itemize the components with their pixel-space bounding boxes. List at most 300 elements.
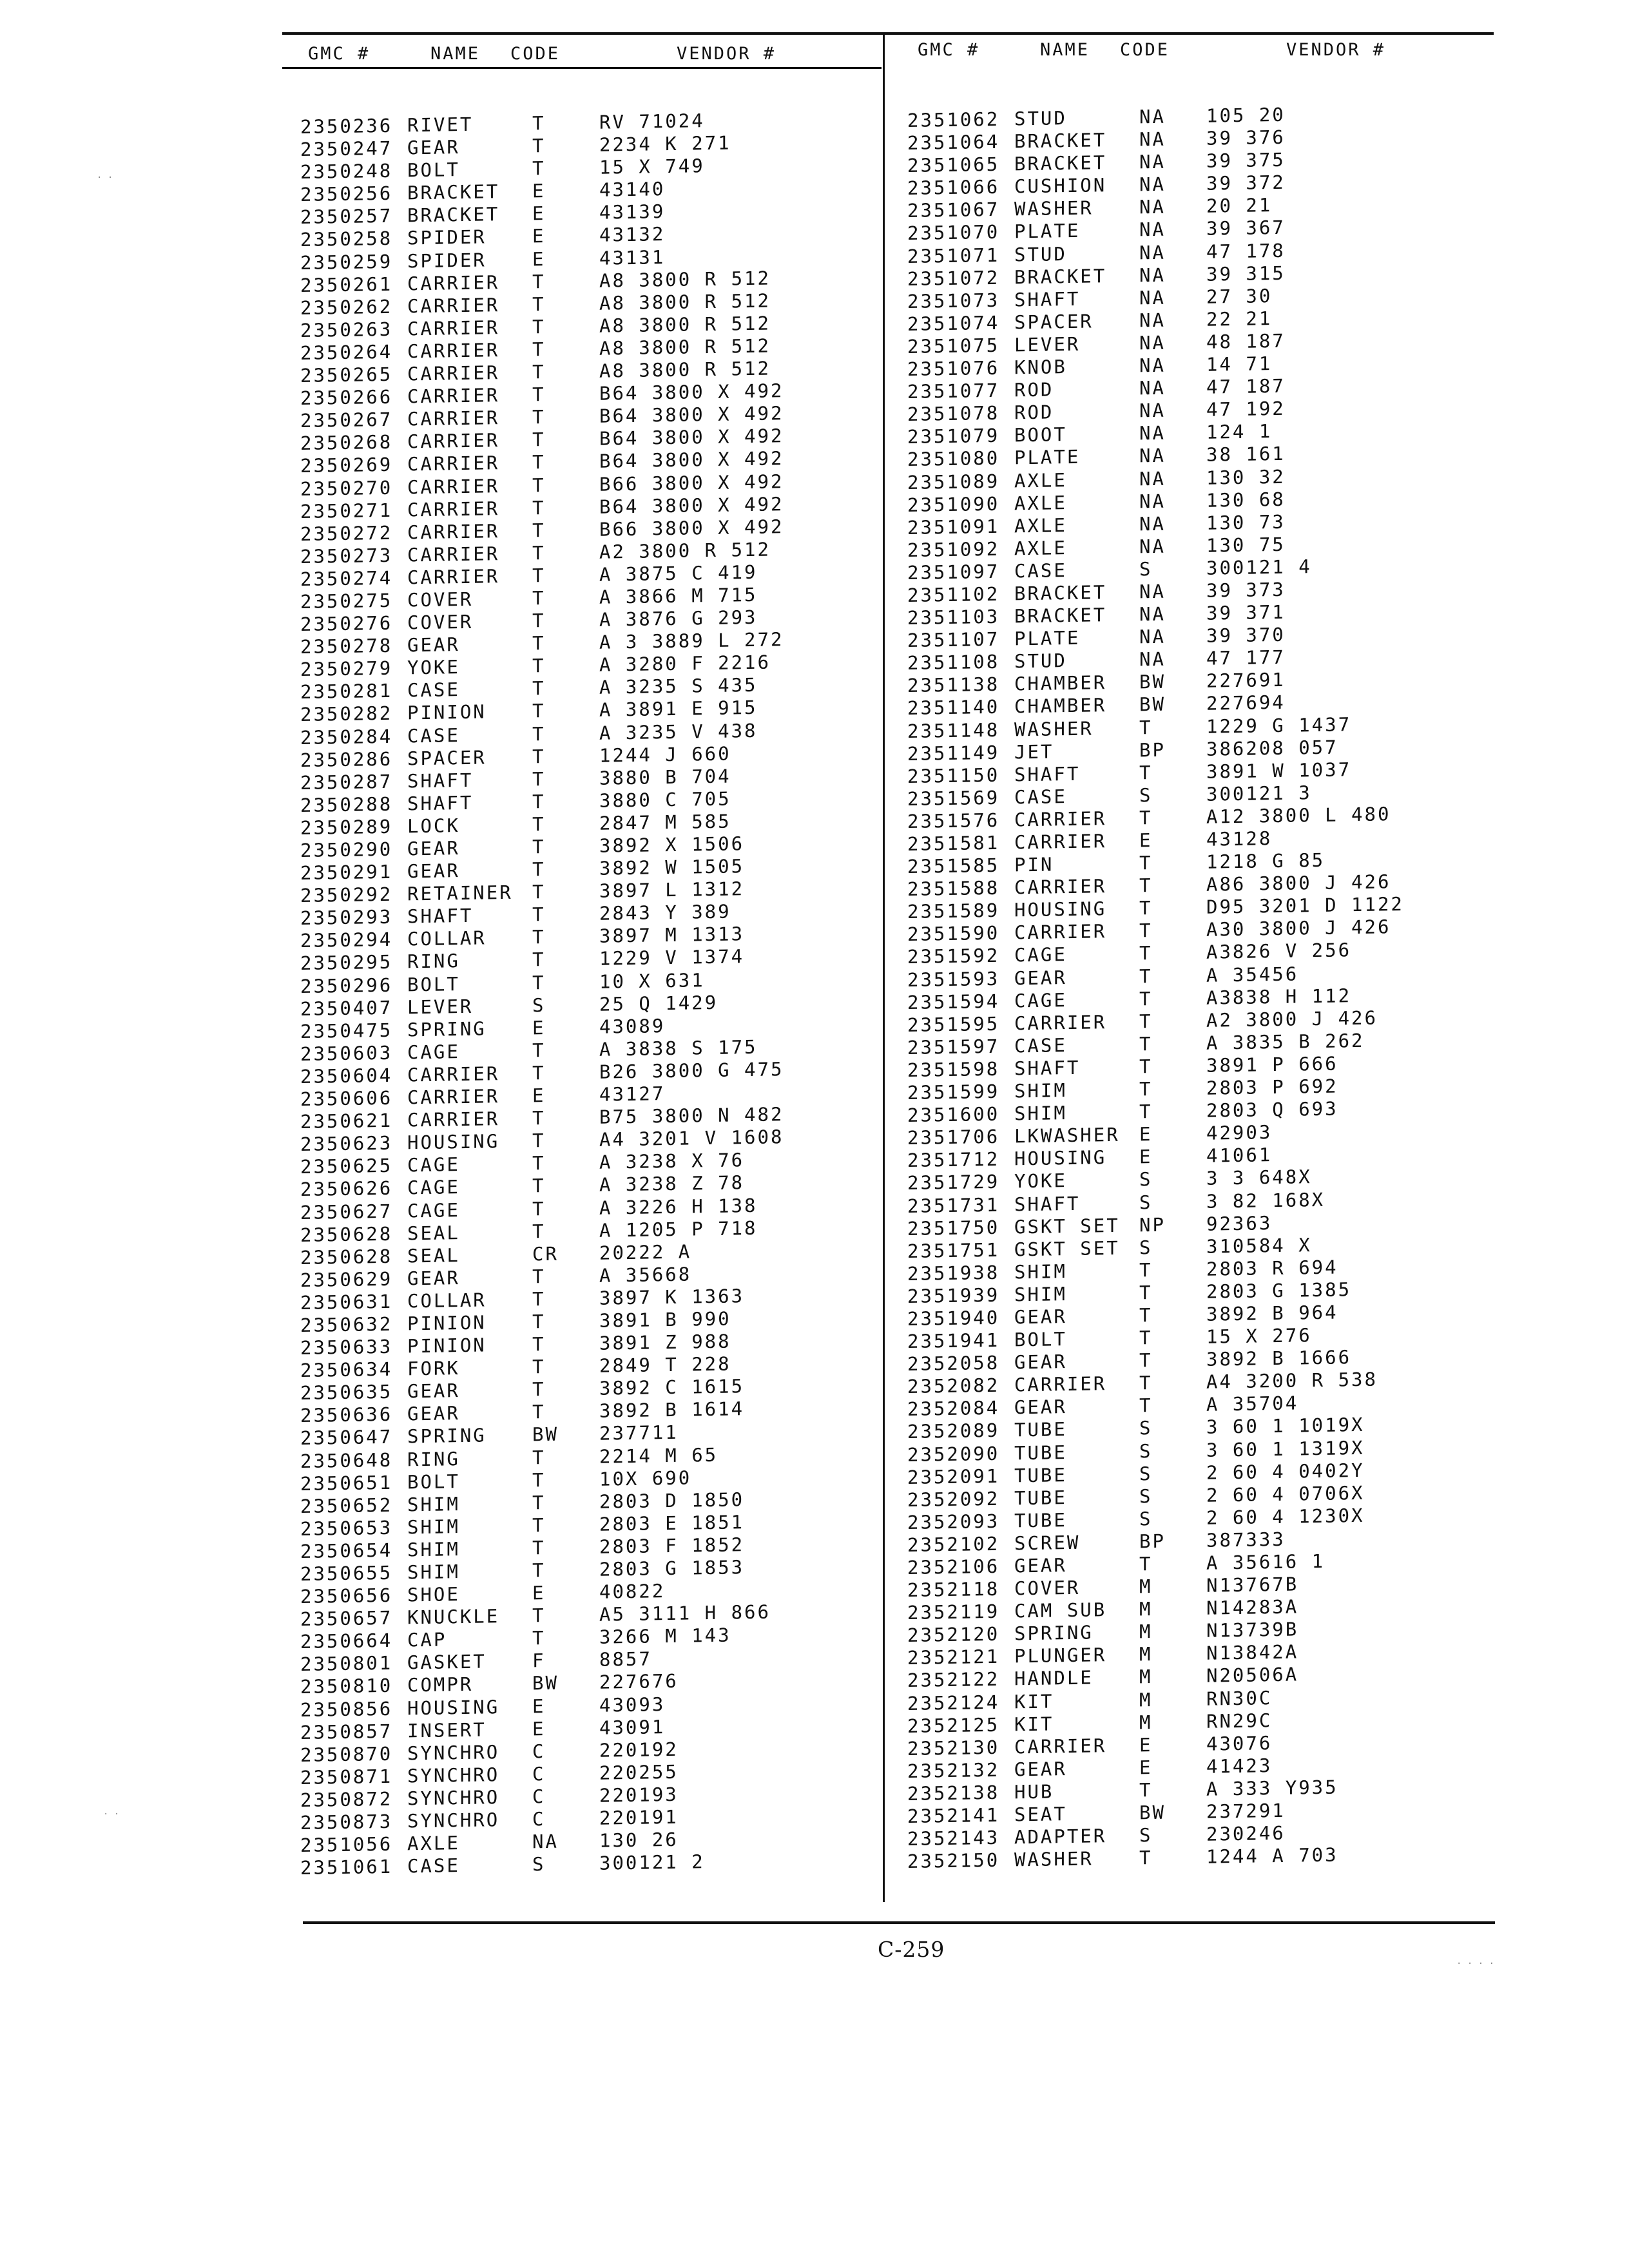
vendor-code: T	[532, 474, 546, 496]
vendor-code: T	[1139, 852, 1153, 874]
part-name: GEAR	[407, 1266, 460, 1290]
vendor-number: 3266 M 143	[599, 1624, 731, 1648]
vendor-number: 3897 L 1312	[599, 878, 745, 902]
gmc-number: 2351056	[300, 1832, 393, 1857]
vendor-code: NA	[1139, 128, 1166, 151]
vendor-code: T	[532, 971, 546, 994]
vendor-number: 1244 A 703	[1206, 1843, 1338, 1868]
vendor-number: 2849 T 228	[599, 1352, 731, 1377]
vendor-number: A 333 Y935	[1206, 1776, 1338, 1800]
gmc-number: 2350288	[300, 793, 393, 816]
gmc-number: 2351073	[907, 289, 1000, 312]
vendor-code: S	[1139, 1191, 1153, 1213]
part-name: SPRING	[407, 1017, 487, 1041]
vendor-number: 8857	[599, 1648, 652, 1671]
vendor-code: T	[532, 1401, 546, 1423]
gmc-number: 2351939	[907, 1283, 1000, 1307]
part-name: CARRIER	[407, 429, 500, 453]
header-underline	[282, 67, 882, 69]
vendor-number: N13767B	[1206, 1573, 1299, 1597]
vendor-number: 220255	[599, 1760, 679, 1784]
vendor-number: 130 73	[1206, 510, 1286, 534]
vendor-number: 20 21	[1206, 194, 1273, 218]
gmc-number: 2351064	[907, 130, 1000, 155]
vendor-number: 3 60 1 1319X	[1206, 1436, 1365, 1461]
vendor-code: T	[532, 1514, 546, 1537]
gmc-number: 2352093	[907, 1510, 1000, 1533]
gmc-number: 2350263	[300, 318, 393, 341]
vendor-number: 22 21	[1206, 307, 1273, 331]
part-name: SHAFT	[407, 769, 474, 793]
gmc-number: 2350289	[300, 815, 393, 839]
gmc-number: 2351138	[907, 673, 1000, 697]
vendor-number: A8 3800 R 512	[599, 267, 771, 292]
part-name: GEAR	[407, 633, 460, 657]
part-name: RING	[407, 950, 460, 973]
vendor-code: T	[532, 677, 546, 700]
vendor-code: T	[1139, 1394, 1153, 1417]
scan-speck: · ·	[103, 1809, 120, 1820]
top-rule	[282, 32, 1494, 35]
vendor-number: A30 3800 J 426	[1206, 916, 1391, 941]
vendor-number: 40822	[599, 1580, 666, 1603]
vendor-code: T	[532, 812, 546, 836]
part-name: AXLE	[1014, 536, 1067, 560]
vendor-code: E	[532, 247, 546, 270]
gmc-number: 2351148	[907, 718, 1000, 742]
gmc-number: 2351103	[907, 605, 1000, 629]
gmc-number: 2351062	[907, 108, 1000, 131]
part-name: CASE	[407, 678, 460, 702]
vendor-number: 41061	[1206, 1144, 1273, 1168]
vendor-number: 105 20	[1206, 103, 1286, 127]
gmc-number: 2350270	[300, 476, 393, 500]
vendor-code: NA	[1139, 150, 1166, 173]
vendor-code: E	[532, 1695, 546, 1717]
gmc-number: 2351712	[907, 1148, 1000, 1172]
gmc-number: 2351592	[907, 945, 1000, 968]
vendor-number: A12 3800 L 480	[1206, 803, 1391, 828]
vendor-code: T	[1139, 1303, 1153, 1327]
vendor-number: 3892 C 1615	[599, 1375, 745, 1399]
vendor-code: M	[1139, 1598, 1153, 1620]
vendor-code: T	[532, 1175, 546, 1197]
vendor-number: 39 376	[1206, 126, 1286, 149]
vendor-number: 43089	[599, 1014, 666, 1038]
gmc-number: 2351070	[907, 221, 1000, 245]
part-name: CARRIER	[1014, 875, 1107, 899]
part-name: KNUCKLE	[407, 1605, 500, 1629]
vendor-code: T	[532, 564, 546, 587]
vendor-number: 3897 K 1363	[599, 1285, 745, 1309]
vendor-code: NA	[1139, 218, 1166, 241]
vendor-number: 47 192	[1206, 398, 1286, 421]
part-name: HOUSING	[407, 1130, 500, 1154]
gmc-number: 2350258	[300, 227, 393, 251]
vendor-code: NA	[1139, 105, 1166, 128]
vendor-number: 92363	[1206, 1211, 1273, 1235]
part-name: GSKT SET	[1014, 1236, 1120, 1261]
vendor-number: A5 3111 H 866	[599, 1600, 771, 1626]
part-name: CASE	[1014, 1033, 1067, 1057]
part-name: SHIM	[407, 1538, 460, 1561]
part-name: CARRIER	[1014, 1734, 1107, 1758]
gmc-number: 2350635	[300, 1381, 393, 1405]
vendor-code: T	[1139, 1372, 1153, 1394]
vendor-code: T	[532, 722, 546, 745]
gmc-number: 2350664	[300, 1629, 393, 1653]
gmc-number: 2350628	[300, 1222, 393, 1246]
gmc-number: 2350293	[300, 906, 393, 930]
gmc-number: 2350628	[300, 1245, 393, 1269]
vendor-number: 42903	[1206, 1121, 1273, 1144]
gmc-number: 2350654	[300, 1539, 393, 1562]
vendor-number: 47 178	[1206, 239, 1286, 263]
vendor-number: A3838 H 112	[1206, 984, 1352, 1009]
part-name: AXLE	[1014, 468, 1067, 492]
vendor-number: 47 177	[1206, 646, 1286, 669]
part-name: HOUSING	[1014, 1146, 1107, 1170]
vendor-number: 39 371	[1206, 601, 1286, 624]
gmc-number: 2351072	[907, 266, 1000, 290]
gmc-number: 2352058	[907, 1351, 1000, 1376]
part-name: GEAR	[1014, 1396, 1067, 1419]
vendor-number: 43093	[599, 1693, 666, 1716]
vendor-code: T	[532, 1197, 546, 1220]
part-name: CHAMBER	[1014, 694, 1107, 718]
vendor-number: 3891 B 990	[599, 1307, 731, 1332]
gmc-number: 2350629	[300, 1267, 393, 1291]
gmc-number: 2351750	[907, 1216, 1000, 1240]
vendor-code: BP	[1139, 1530, 1166, 1553]
vendor-number: 3892 W 1505	[599, 855, 745, 879]
vendor-code: T	[1139, 1100, 1153, 1123]
gmc-number: 2352122	[907, 1668, 1000, 1692]
scan-speck: · ·	[97, 173, 113, 183]
gmc-number: 2351090	[907, 492, 1000, 516]
vendor-number: N20506A	[1206, 1663, 1299, 1687]
part-name: WASHER	[1014, 197, 1094, 220]
part-name: SHIM	[407, 1515, 460, 1539]
vendor-code: T	[532, 293, 546, 316]
vendor-number: A 3238 X 76	[599, 1149, 745, 1174]
vendor-code: T	[532, 1220, 546, 1242]
vendor-code: M	[1139, 1575, 1153, 1598]
page-number: C-259	[878, 1937, 945, 1962]
part-name: GEAR	[1014, 1350, 1067, 1374]
gmc-number: 2350857	[300, 1720, 393, 1744]
gmc-number: 2350801	[300, 1652, 393, 1676]
part-name: GEAR	[1014, 1554, 1067, 1577]
gmc-number: 2350278	[300, 634, 393, 658]
gmc-number: 2351595	[907, 1012, 1000, 1036]
vendor-number: 2803 E 1851	[599, 1510, 745, 1535]
part-name: CARRIER	[407, 271, 500, 295]
part-name: GEAR	[1014, 966, 1067, 989]
part-name: CASE	[1014, 785, 1067, 809]
part-name: GEAR	[407, 860, 460, 883]
gmc-number: 2350269	[300, 454, 393, 477]
part-name: SYNCHRO	[407, 1786, 500, 1810]
bottom-rule	[303, 1921, 1495, 1924]
gmc-number: 2350296	[300, 974, 393, 997]
part-name: BRACKET	[407, 203, 500, 227]
vendor-number: 10X 690	[599, 1466, 692, 1490]
vendor-code: T	[532, 1039, 546, 1062]
gmc-number: 2350870	[300, 1742, 393, 1766]
vendor-number: 300121 3	[1206, 781, 1312, 805]
part-name: RETAINER	[407, 881, 513, 905]
part-name: HOUSING	[407, 1695, 500, 1719]
vendor-number: A 3226 H 138	[599, 1194, 758, 1219]
gmc-number: 2350627	[300, 1200, 393, 1224]
vendor-number: 43091	[599, 1715, 666, 1739]
part-name: CAGE	[407, 1176, 460, 1199]
vendor-number: A 3235 V 438	[599, 719, 758, 744]
part-name: ROD	[1014, 401, 1054, 424]
part-name: SHAFT	[1014, 287, 1081, 311]
part-name: SEAL	[407, 1221, 460, 1244]
gmc-number: 2351599	[907, 1080, 1000, 1104]
part-name: SHAFT	[1014, 1192, 1081, 1215]
vendor-code: NA	[532, 1830, 559, 1853]
gmc-number: 2352121	[907, 1646, 1000, 1669]
vendor-number: 130 26	[599, 1828, 679, 1852]
vendor-number: 2 60 4 1230X	[1206, 1504, 1365, 1529]
part-name: SHIM	[407, 1561, 460, 1584]
gmc-number: 2350657	[300, 1606, 393, 1631]
vendor-number: 2 60 4 0402Y	[1206, 1459, 1365, 1484]
gmc-number: 2350603	[300, 1041, 393, 1065]
vendor-number: A 1205 P 718	[599, 1216, 758, 1242]
vendor-number: A8 3800 R 512	[599, 357, 771, 382]
vendor-number: 2803 G 1385	[1206, 1278, 1352, 1303]
vendor-code: T	[532, 1061, 546, 1084]
vendor-code: C	[532, 1740, 546, 1763]
gmc-number: 2352118	[907, 1577, 1000, 1602]
vendor-code: M	[1139, 1711, 1153, 1734]
vendor-code: NA	[1139, 490, 1166, 512]
vendor-code: S	[1139, 783, 1153, 807]
vendor-number: B64 3800 X 492	[599, 380, 784, 405]
vendor-number: A3826 V 256	[1206, 939, 1352, 964]
part-name: SYNCHRO	[407, 1809, 500, 1832]
part-name: AXLE	[1014, 491, 1067, 514]
vendor-code: NA	[1139, 241, 1166, 264]
gmc-number: 2351075	[907, 334, 1000, 358]
vendor-code: S	[1139, 1236, 1153, 1259]
vendor-number: 3880 C 705	[599, 787, 731, 812]
vendor-number: 47 187	[1206, 374, 1286, 398]
vendor-number: A 35668	[599, 1263, 692, 1287]
vendor-number: 3892 B 1614	[599, 1398, 745, 1423]
vendor-code: T	[1139, 874, 1153, 897]
vendor-number: A 3 3889 L 272	[599, 628, 784, 653]
part-name: SPIDER	[407, 249, 487, 272]
vendor-number: N13842A	[1206, 1640, 1299, 1665]
part-name: CAGE	[1014, 988, 1067, 1012]
part-name: FORK	[407, 1357, 460, 1380]
gmc-number: 2352120	[907, 1623, 1000, 1647]
vendor-number: 43128	[1206, 827, 1273, 850]
part-name: CASE	[407, 724, 460, 747]
part-name: PLATE	[1014, 626, 1081, 650]
gmc-number: 2350273	[300, 544, 393, 568]
gmc-number: 2351140	[907, 696, 1000, 720]
vendor-code: NA	[1139, 445, 1166, 467]
part-name: CAP	[407, 1628, 447, 1651]
vendor-number: A 3235 S 435	[599, 674, 758, 699]
part-name: PLUNGER	[1014, 1644, 1107, 1667]
part-name: CARRIER	[407, 497, 500, 521]
part-name: TUBE	[1014, 1463, 1067, 1487]
part-name: CASE	[1014, 559, 1067, 582]
gmc-number: 2351065	[907, 153, 1000, 177]
part-name: SPRING	[407, 1424, 487, 1448]
gmc-number: 2350272	[300, 521, 393, 545]
gmc-number: 2350652	[300, 1494, 393, 1517]
part-name: CARRIER	[407, 1108, 500, 1131]
part-name: BRACKET	[1014, 129, 1107, 153]
gmc-number: 2352106	[907, 1555, 1000, 1579]
header-code: CODE	[510, 44, 561, 64]
part-name: GEAR	[1014, 1305, 1067, 1329]
vendor-code: E	[532, 1582, 546, 1604]
part-name: BOLT	[407, 1470, 460, 1494]
part-name: COVER	[407, 610, 474, 634]
vendor-code: E	[1139, 1123, 1153, 1146]
gmc-number: 2351089	[907, 470, 1000, 494]
vendor-code: T	[532, 519, 546, 542]
part-name: PINION	[407, 1334, 487, 1358]
part-name: LKWASHER	[1014, 1124, 1120, 1148]
gmc-number: 2352130	[907, 1736, 1000, 1760]
part-name: CARRIER	[407, 407, 500, 430]
column-divider	[883, 34, 885, 1902]
vendor-code: F	[532, 1649, 546, 1672]
gmc-number: 2350264	[300, 340, 393, 364]
part-name: COMPR	[407, 1673, 474, 1696]
gmc-number: 2351077	[907, 379, 1000, 403]
part-name: BRACKET	[407, 180, 500, 204]
part-name: STUD	[1014, 107, 1067, 130]
gmc-number: 2350276	[300, 611, 393, 636]
vendor-code: T	[532, 1152, 546, 1175]
part-name: TUBE	[1014, 1418, 1067, 1441]
gmc-number: 2352143	[907, 1826, 1000, 1850]
gmc-number: 2352090	[907, 1442, 1000, 1466]
part-name: SPACER	[1014, 310, 1094, 334]
vendor-code: E	[532, 225, 546, 247]
vendor-number: 220192	[599, 1738, 679, 1762]
vendor-number: 2 60 4 0706X	[1206, 1481, 1365, 1506]
vendor-code: T	[532, 903, 546, 926]
vendor-code: T	[532, 1333, 546, 1356]
vendor-number: 386208 057	[1206, 736, 1338, 760]
vendor-code: C	[532, 1785, 546, 1808]
part-name: SYNCHRO	[407, 1740, 500, 1765]
part-name: CARRIER	[407, 361, 500, 385]
gmc-number: 2350257	[300, 205, 393, 229]
vendor-number: 20222 A	[599, 1240, 692, 1264]
vendor-code: T	[532, 135, 546, 157]
vendor-number: 2803 P 692	[1206, 1075, 1338, 1099]
vendor-code: T	[532, 610, 546, 632]
vendor-number: 27 30	[1206, 284, 1273, 308]
vendor-code: NA	[1139, 331, 1166, 354]
vendor-number: A8 3800 R 512	[599, 289, 771, 314]
gmc-number: 2351751	[907, 1238, 1000, 1262]
vendor-code: T	[532, 586, 546, 610]
part-name: SEAL	[407, 1244, 460, 1267]
vendor-code: BP	[1139, 738, 1166, 761]
gmc-number: 2352084	[907, 1397, 1000, 1421]
vendor-number: 3891 P 666	[1206, 1052, 1338, 1077]
vendor-code: T	[532, 428, 546, 451]
vendor-number: 2847 M 585	[599, 810, 731, 834]
part-name: LOCK	[407, 814, 460, 838]
vendor-number: 2803 R 694	[1206, 1256, 1338, 1280]
gmc-number: 2350236	[300, 114, 393, 138]
part-name: ADAPTER	[1014, 1825, 1107, 1849]
vendor-code: T	[532, 836, 546, 858]
vendor-number: 43131	[599, 245, 666, 269]
part-name: GASKET	[407, 1650, 487, 1674]
gmc-number: 2350655	[300, 1561, 393, 1585]
gmc-number: 2351061	[300, 1855, 393, 1879]
vendor-code: S	[1139, 1824, 1153, 1847]
vendor-code: T	[532, 700, 546, 722]
part-name: HOUSING	[1014, 898, 1107, 921]
vendor-number: A8 3800 R 512	[599, 312, 771, 337]
vendor-code: T	[532, 496, 546, 519]
gmc-number: 2350648	[300, 1448, 393, 1472]
vendor-number: A 3835 B 262	[1206, 1029, 1365, 1054]
gmc-number: 2351588	[907, 876, 1000, 901]
vendor-code: NA	[1139, 264, 1166, 287]
gmc-number: 2350295	[300, 951, 393, 975]
gmc-number: 2352141	[907, 1803, 1000, 1828]
vendor-number: 25 Q 1429	[599, 991, 718, 1015]
gmc-number: 2351589	[907, 899, 1000, 923]
gmc-number: 2351107	[907, 628, 1000, 652]
vendor-code: E	[1139, 829, 1153, 852]
vendor-code: NA	[1139, 648, 1166, 671]
vendor-number: 43139	[599, 200, 666, 224]
gmc-number: 2350261	[300, 273, 393, 296]
vendor-code: T	[532, 1536, 546, 1559]
vendor-number: B66 3800 X 492	[599, 470, 784, 495]
gmc-number: 2351594	[907, 990, 1000, 1014]
vendor-number: B64 3800 X 492	[599, 492, 784, 518]
vendor-code: T	[532, 1559, 546, 1582]
gmc-number: 2351091	[907, 515, 1000, 539]
vendor-number: A8 3800 R 512	[599, 334, 771, 360]
gmc-number: 2351076	[907, 356, 1000, 381]
part-name: GEAR	[407, 1379, 460, 1403]
part-name: YOKE	[407, 656, 460, 679]
part-name: CARRIER	[407, 293, 500, 318]
vendor-code: T	[532, 1604, 546, 1627]
vendor-code: T	[532, 881, 546, 903]
part-name: SEAT	[1014, 1803, 1067, 1826]
part-name: PLATE	[1014, 220, 1081, 243]
vendor-number: 300121 4	[1206, 555, 1312, 579]
vendor-number: A 35616 1	[1206, 1550, 1325, 1574]
header-gmc: GMC #	[918, 40, 980, 60]
vendor-number: 43140	[599, 178, 666, 201]
vendor-code: E	[532, 202, 546, 225]
